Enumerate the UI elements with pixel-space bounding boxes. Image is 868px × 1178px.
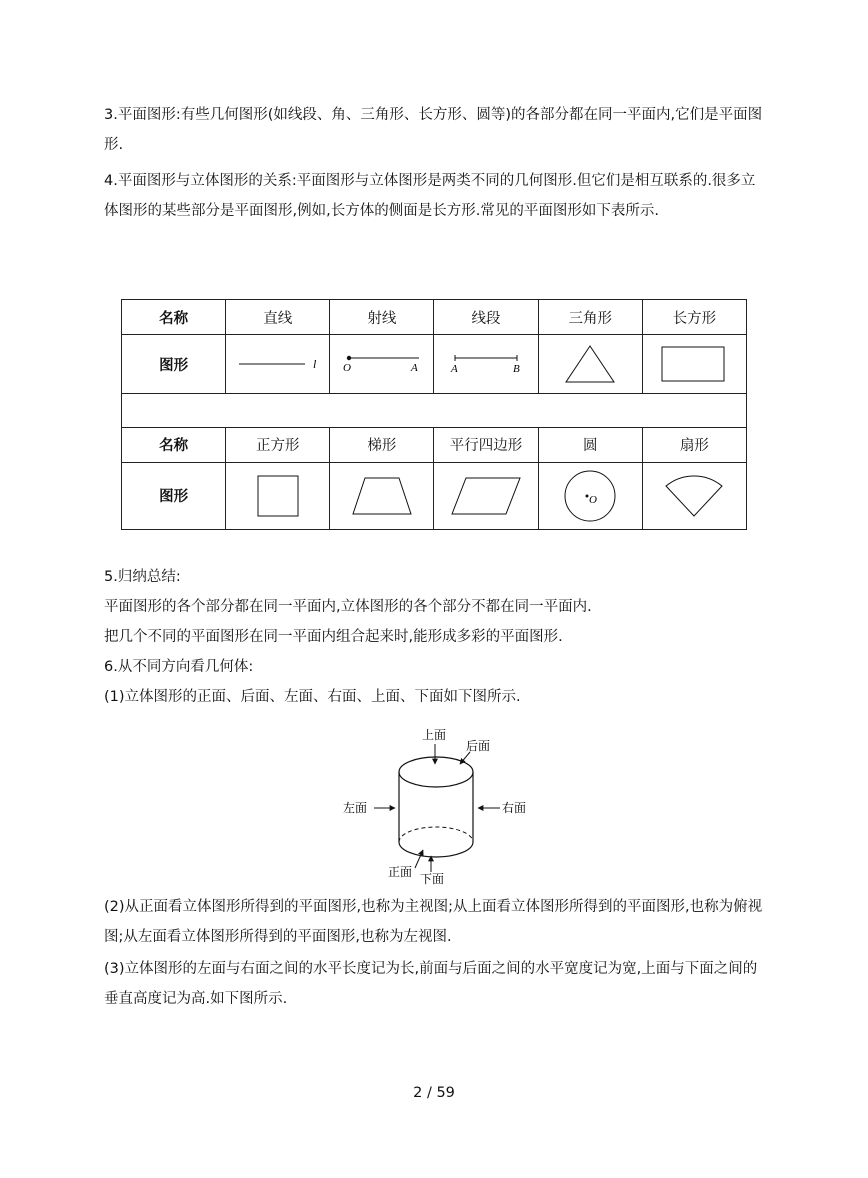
line-label: l <box>312 357 317 372</box>
table-row <box>122 394 747 427</box>
square-figure <box>226 462 330 529</box>
paragraph-5b: 把几个不同的平面图形在同一平面内组合起来时,能形成多彩的平面图形. <box>104 629 563 645</box>
ray-label-a: A <box>410 362 418 375</box>
label-bottom: 下面 <box>420 872 445 886</box>
label-top: 上面 <box>422 728 447 742</box>
name-label: 名称 <box>122 427 226 462</box>
segment-label-a: A <box>451 363 458 376</box>
table-row <box>122 335 747 394</box>
paragraph-3: 3.平面图形:有些几何图形(如线段、角、三角形、长方形、圆等)的各部分都在同一平面内,它们是平面图形. <box>104 107 763 153</box>
cell-trapezoid-name: 梯形 <box>330 427 434 462</box>
line-figure <box>226 335 330 394</box>
paragraph-5a: 平面图形的各个部分都在同一平面内,立体图形的各个部分不都在同一平面内. <box>104 599 592 615</box>
paragraph-6-1: (1)立体图形的正面、后面、左面、右面、上面、下面如下图所示. <box>104 689 521 705</box>
page-number: 2 / 59 <box>413 1085 455 1101</box>
cell-square-name: 正方形 <box>226 427 330 462</box>
trapezoid-figure <box>330 462 434 529</box>
ray-label-o: O <box>342 362 351 375</box>
cell-ray-name: 射线 <box>330 300 434 335</box>
paragraph-4: 4.平面图形与立体图形的关系:平面图形与立体图形是两类不同的几何图形.但它们是相互联系的.很多立体图形的某些部分是平面图形,例如,长方体的侧面是长方形.常见的平面图形如下表所示. <box>104 173 756 219</box>
table-row <box>122 427 747 462</box>
cell-triangle-name: 三角形 <box>538 300 642 335</box>
figure-label: 图形 <box>122 462 226 529</box>
parallelogram-figure <box>434 462 538 529</box>
cell-line-name: 直线 <box>226 300 330 335</box>
label-back: 后面 <box>466 739 491 753</box>
empty-row <box>122 394 747 427</box>
cell-segment-name: 线段 <box>434 300 538 335</box>
rectangle-figure <box>642 335 746 394</box>
label-front: 正面 <box>388 865 413 879</box>
cell-circle-name: 圆 <box>538 427 642 462</box>
cell-rectangle-name: 长方形 <box>642 300 746 335</box>
paragraph-5: 5.归纳总结: <box>104 569 181 585</box>
segment-figure <box>434 335 538 394</box>
cell-parallelogram-name: 平行四边形 <box>434 427 538 462</box>
label-right: 右面 <box>502 801 527 815</box>
triangle-figure <box>538 335 642 394</box>
sector-figure <box>642 462 746 529</box>
circle-center-label: O <box>589 493 598 506</box>
ray-figure <box>330 335 434 394</box>
table-row <box>122 462 747 529</box>
figure-label: 图形 <box>122 335 226 394</box>
cylinder-views-diagram <box>338 724 538 886</box>
paragraph-6-3: (3)立体图形的左面与右面之间的水平长度记为长,前面与后面之间的水平宽度记为宽,上面与下面之间的垂直高度记为高.如下图所示. <box>104 961 758 1007</box>
paragraph-6-2: (2)从正面看立体图形所得到的平面图形,也称为主视图;从上面看立体图形所得到的平面图形,也称为俯视图;从左面看立体图形所得到的平面图形,也称为左视图. <box>104 899 763 945</box>
label-left: 左面 <box>343 801 368 815</box>
paragraph-6: 6.从不同方向看几何体: <box>104 659 254 675</box>
plane-figures-table <box>121 299 747 530</box>
circle-figure <box>538 462 642 529</box>
name-label: 名称 <box>122 300 226 335</box>
cell-sector-name: 扇形 <box>642 427 746 462</box>
segment-label-b: B <box>513 363 520 376</box>
table-row <box>122 300 747 335</box>
